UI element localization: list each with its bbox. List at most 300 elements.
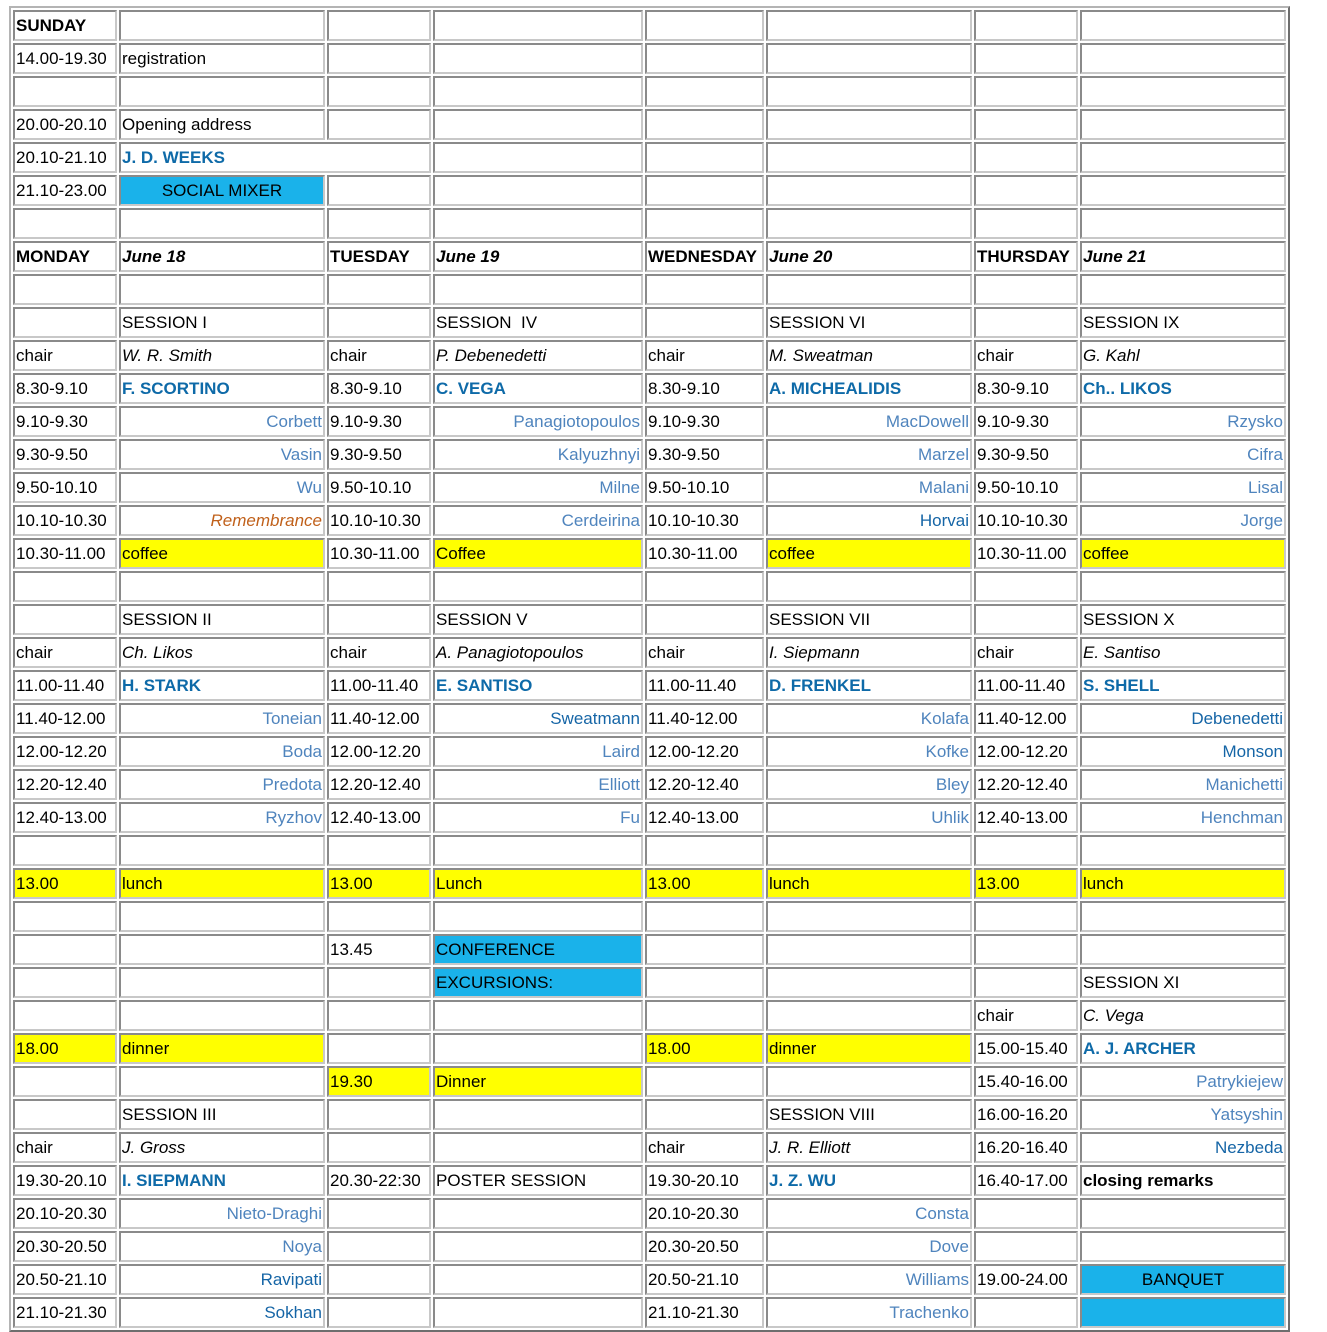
empty-cell — [645, 76, 764, 107]
time-cell: 13.45 — [327, 934, 431, 965]
time-cell: 11.00-11.40 — [974, 670, 1078, 701]
empty-cell — [974, 142, 1078, 173]
empty-cell — [327, 604, 431, 635]
chair-label: chair — [974, 340, 1078, 371]
day-label-monday: MONDAY — [13, 241, 117, 272]
speaker-cell: E. SANTISO — [433, 670, 643, 701]
empty-cell — [433, 142, 643, 173]
speaker-cell: Wu — [119, 472, 325, 503]
speaker-cell: J. Z. WU — [766, 1165, 972, 1196]
chair-row — [13, 1000, 1286, 1031]
empty-cell — [1080, 274, 1286, 305]
chair-row — [13, 340, 1286, 371]
empty-cell — [974, 1198, 1078, 1229]
speaker-cell: Kalyuzhnyi — [433, 439, 643, 470]
time-cell: 9.10-9.30 — [645, 406, 764, 437]
speaker-cell: Nieto-Draghi — [119, 1198, 325, 1229]
speaker-cell: Laird — [433, 736, 643, 767]
speaker-cell: Milne — [433, 472, 643, 503]
empty-cell — [13, 1099, 117, 1130]
speaker-cell: Elliott — [433, 769, 643, 800]
time-cell: 13.00 — [13, 868, 117, 899]
chair-label: chair — [13, 637, 117, 668]
empty-cell — [433, 835, 643, 866]
time-cell: 12.40-13.00 — [327, 802, 431, 833]
empty-cell — [974, 835, 1078, 866]
sunday-header-row — [13, 10, 1286, 41]
table-row — [13, 1099, 1286, 1130]
chair-name: J. R. Elliott — [766, 1132, 972, 1163]
speaker-cell: Yatsyshin — [1080, 1099, 1286, 1130]
day-label-tuesday: TUESDAY — [327, 241, 431, 272]
chair-name: G. Kahl — [1080, 340, 1286, 371]
empty-cell — [119, 934, 325, 965]
empty-cell — [645, 934, 764, 965]
session-title: SESSION IX — [1080, 307, 1286, 338]
speaker-cell: Patrykiejew — [1080, 1066, 1286, 1097]
empty-cell — [645, 43, 764, 74]
speaker-cell: Dove — [766, 1231, 972, 1262]
time-cell: 12.00-12.20 — [327, 736, 431, 767]
time-cell: 9.30-9.50 — [645, 439, 764, 470]
empty-cell — [119, 10, 325, 41]
time-cell: 9.50-10.10 — [327, 472, 431, 503]
speaker-cell: Marzel — [766, 439, 972, 470]
coffee-row — [13, 538, 1286, 569]
empty-cell — [1080, 571, 1286, 602]
time-cell: 9.10-9.30 — [327, 406, 431, 437]
session-title-row — [13, 307, 1286, 338]
speaker-cell: Cifra — [1080, 439, 1286, 470]
chair-name: I. Siepmann — [766, 637, 972, 668]
empty-cell — [974, 208, 1078, 239]
empty-cell — [433, 571, 643, 602]
day-label-wednesday: WEDNESDAY — [645, 241, 764, 272]
date-label-wednesday: June 20 — [766, 241, 972, 272]
empty-cell — [766, 76, 972, 107]
empty-cell — [974, 76, 1078, 107]
speaker-cell: A. MICHEALIDIS — [766, 373, 972, 404]
empty-cell — [327, 1099, 431, 1130]
empty-cell — [1080, 142, 1286, 173]
time-cell: 18.00 — [13, 1033, 117, 1064]
empty-cell — [766, 142, 972, 173]
time-cell: 20.10-20.30 — [13, 1198, 117, 1229]
time-cell: 19.00-24.00 — [974, 1264, 1078, 1295]
speaker-cell: Panagiotopoulos — [433, 406, 643, 437]
time-cell: 14.00-19.30 — [13, 43, 117, 74]
speaker-cell: Rzysko — [1080, 406, 1286, 437]
empty-cell — [766, 109, 972, 140]
time-cell: 16.20-16.40 — [974, 1132, 1078, 1163]
empty-cell — [433, 1297, 643, 1328]
speaker-cell: Ravipati — [119, 1264, 325, 1295]
empty-cell — [119, 1000, 325, 1031]
empty-cell — [327, 109, 431, 140]
empty-cell — [13, 76, 117, 107]
empty-cell — [119, 76, 325, 107]
table-row — [13, 109, 1286, 140]
spacer-row — [13, 835, 1286, 866]
time-cell: 20.30-22:30 — [327, 1165, 431, 1196]
table-row — [13, 43, 1286, 74]
empty-cell — [13, 835, 117, 866]
time-cell: 11.40-12.00 — [13, 703, 117, 734]
coffee-cell: coffee — [766, 538, 972, 569]
time-cell: 12.20-12.40 — [645, 769, 764, 800]
empty-cell — [13, 967, 117, 998]
empty-cell — [119, 274, 325, 305]
table-row — [13, 1033, 1286, 1064]
day-label-sunday: SUNDAY — [13, 10, 117, 41]
poster-session-cell: POSTER SESSION — [433, 1165, 643, 1196]
empty-cell — [1080, 835, 1286, 866]
empty-cell — [645, 307, 764, 338]
time-cell: 12.20-12.40 — [327, 769, 431, 800]
table-row — [13, 769, 1286, 800]
chair-row — [13, 637, 1286, 668]
time-cell: 20.00-20.10 — [13, 109, 117, 140]
empty-cell — [645, 1066, 764, 1097]
empty-cell — [974, 901, 1078, 932]
speaker-cell: Ch.. LIKOS — [1080, 373, 1286, 404]
session-title: SESSION V — [433, 604, 643, 635]
empty-cell — [645, 835, 764, 866]
empty-cell — [433, 43, 643, 74]
empty-cell — [13, 604, 117, 635]
time-cell: 9.30-9.50 — [327, 439, 431, 470]
empty-cell — [645, 604, 764, 635]
empty-cell — [119, 571, 325, 602]
empty-cell — [1080, 175, 1286, 206]
chair-label: chair — [974, 1000, 1078, 1031]
time-cell: 12.00-12.20 — [645, 736, 764, 767]
table-row — [13, 472, 1286, 503]
empty-cell — [766, 934, 972, 965]
empty-cell — [433, 175, 643, 206]
speaker-cell: S. SHELL — [1080, 670, 1286, 701]
time-cell: 10.10-10.30 — [645, 505, 764, 536]
time-cell: 16.00-16.20 — [974, 1099, 1078, 1130]
session-title: SESSION I — [119, 307, 325, 338]
empty-cell — [1080, 43, 1286, 74]
table-row — [13, 1132, 1286, 1163]
time-cell: 21.10-21.30 — [645, 1297, 764, 1328]
speaker-cell: Trachenko — [766, 1297, 972, 1328]
empty-cell — [119, 967, 325, 998]
time-cell: 9.10-9.30 — [974, 406, 1078, 437]
time-cell: 16.40-17.00 — [974, 1165, 1078, 1196]
dinner-cell: Dinner — [433, 1066, 643, 1097]
empty-cell — [327, 1000, 431, 1031]
event-cell: registration — [119, 43, 325, 74]
empty-cell — [327, 1297, 431, 1328]
time-cell: 8.30-9.10 — [974, 373, 1078, 404]
dinner-cell: dinner — [119, 1033, 325, 1064]
empty-cell — [13, 571, 117, 602]
time-cell: 13.00 — [327, 868, 431, 899]
table-row — [13, 967, 1286, 998]
speaker-cell: Cerdeirina — [433, 505, 643, 536]
time-cell: 12.40-13.00 — [13, 802, 117, 833]
empty-cell — [433, 274, 643, 305]
chair-name: E. Santiso — [1080, 637, 1286, 668]
speaker-cell: Consta — [766, 1198, 972, 1229]
weekday-header-row — [13, 241, 1286, 272]
empty-cell — [119, 1066, 325, 1097]
chair-label: chair — [327, 637, 431, 668]
empty-cell — [433, 901, 643, 932]
table-row — [13, 1297, 1286, 1328]
time-cell: 11.40-12.00 — [327, 703, 431, 734]
empty-cell — [645, 208, 764, 239]
table-row — [13, 142, 1286, 173]
table-row — [13, 406, 1286, 437]
speaker-cell: Henchman — [1080, 802, 1286, 833]
table-row — [13, 505, 1286, 536]
chair-name: A. Panagiotopoulos — [433, 637, 643, 668]
empty-cell — [433, 109, 643, 140]
table-row — [13, 175, 1286, 206]
chair-name: W. R. Smith — [119, 340, 325, 371]
table-row — [13, 373, 1286, 404]
empty-cell — [974, 307, 1078, 338]
time-cell: 9.30-9.50 — [13, 439, 117, 470]
time-cell: 11.00-11.40 — [645, 670, 764, 701]
speaker-cell: F. SCORTINO — [119, 373, 325, 404]
date-label-thursday: June 21 — [1080, 241, 1286, 272]
empty-cell — [327, 175, 431, 206]
speaker-cell: Ryzhov — [119, 802, 325, 833]
empty-cell — [766, 1000, 972, 1031]
empty-cell — [645, 10, 764, 41]
time-cell: 12.40-13.00 — [974, 802, 1078, 833]
session-title: SESSION XI — [1080, 967, 1286, 998]
chair-name: J. Gross — [119, 1132, 325, 1163]
chair-name: Ch. Likos — [119, 637, 325, 668]
speaker-cell: Monson — [1080, 736, 1286, 767]
spacer-row — [13, 76, 1286, 107]
chair-label: chair — [645, 637, 764, 668]
empty-cell — [974, 109, 1078, 140]
speaker-cell: D. FRENKEL — [766, 670, 972, 701]
speaker-cell: Boda — [119, 736, 325, 767]
empty-cell — [327, 10, 431, 41]
empty-cell — [1080, 76, 1286, 107]
empty-cell — [766, 208, 972, 239]
empty-cell — [433, 1198, 643, 1229]
empty-cell — [327, 76, 431, 107]
speaker-cell: Corbett — [119, 406, 325, 437]
time-cell: 11.00-11.40 — [327, 670, 431, 701]
day-label-thursday: THURSDAY — [974, 241, 1078, 272]
table-row — [13, 736, 1286, 767]
speaker-cell: I. SIEPMANN — [119, 1165, 325, 1196]
date-label-monday: June 18 — [119, 241, 325, 272]
speaker-cell: Predota — [119, 769, 325, 800]
empty-cell — [766, 274, 972, 305]
banquet-cell: BANQUET — [1080, 1264, 1286, 1295]
empty-cell — [13, 208, 117, 239]
session-title: SESSION VII — [766, 604, 972, 635]
coffee-cell: coffee — [1080, 538, 1286, 569]
time-cell: 12.00-12.20 — [13, 736, 117, 767]
empty-cell — [766, 1066, 972, 1097]
empty-cell — [433, 1099, 643, 1130]
time-cell: 12.20-12.40 — [974, 769, 1078, 800]
time-cell: 12.00-12.20 — [974, 736, 1078, 767]
speaker-cell: Noya — [119, 1231, 325, 1262]
time-cell: 11.40-12.00 — [974, 703, 1078, 734]
table-row — [13, 703, 1286, 734]
empty-cell — [974, 10, 1078, 41]
table-row — [13, 934, 1286, 965]
empty-cell — [1080, 934, 1286, 965]
coffee-cell: coffee — [119, 538, 325, 569]
speaker-cell: Malani — [766, 472, 972, 503]
empty-cell — [119, 208, 325, 239]
time-cell: 10.10-10.30 — [974, 505, 1078, 536]
time-cell: 10.30-11.00 — [327, 538, 431, 569]
empty-cell — [974, 571, 1078, 602]
speaker-cell: Nezbeda — [1080, 1132, 1286, 1163]
empty-cell — [13, 901, 117, 932]
table-row — [13, 1231, 1286, 1262]
speaker-cell: Lisal — [1080, 472, 1286, 503]
chair-label: chair — [645, 1132, 764, 1163]
spacer-row — [13, 901, 1286, 932]
empty-cell — [327, 1132, 431, 1163]
lunch-cell: lunch — [1080, 868, 1286, 899]
session-title: SESSION VIII — [766, 1099, 972, 1130]
chair-name: P. Debenedetti — [433, 340, 643, 371]
speaker-cell: Toneian — [119, 703, 325, 734]
excursion-cell: CONFERENCE — [433, 934, 643, 965]
empty-cell — [974, 604, 1078, 635]
time-cell: 20.10-21.10 — [13, 142, 117, 173]
empty-cell — [974, 1231, 1078, 1262]
session-title: SESSION IV — [433, 307, 643, 338]
empty-cell — [327, 901, 431, 932]
time-cell: 20.50-21.10 — [645, 1264, 764, 1295]
time-cell: 10.30-11.00 — [974, 538, 1078, 569]
empty-cell — [327, 307, 431, 338]
time-cell: 12.40-13.00 — [645, 802, 764, 833]
time-cell: 15.00-15.40 — [974, 1033, 1078, 1064]
empty-cell — [1080, 901, 1286, 932]
closing-remarks-cell: closing remarks — [1080, 1165, 1286, 1196]
empty-cell — [974, 175, 1078, 206]
speaker-cell: A. J. ARCHER — [1080, 1033, 1286, 1064]
empty-cell — [13, 934, 117, 965]
empty-cell — [766, 175, 972, 206]
empty-cell — [974, 967, 1078, 998]
empty-cell — [433, 1132, 643, 1163]
time-cell: 20.30-20.50 — [13, 1231, 117, 1262]
remembrance-cell: Remembrance — [119, 505, 325, 536]
empty-cell — [645, 1000, 764, 1031]
empty-cell — [974, 934, 1078, 965]
speaker-cell: Williams — [766, 1264, 972, 1295]
lunch-row — [13, 868, 1286, 899]
empty-cell — [433, 1000, 643, 1031]
empty-cell — [645, 1099, 764, 1130]
empty-cell — [645, 901, 764, 932]
empty-cell — [327, 1264, 431, 1295]
time-cell: 9.50-10.10 — [645, 472, 764, 503]
speaker-cell: C. VEGA — [433, 373, 643, 404]
session-title: SESSION VI — [766, 307, 972, 338]
time-cell: 10.10-10.30 — [13, 505, 117, 536]
empty-cell — [645, 571, 764, 602]
time-cell: 9.50-10.10 — [974, 472, 1078, 503]
time-cell: 9.50-10.10 — [13, 472, 117, 503]
time-cell: 19.30 — [327, 1066, 431, 1097]
time-cell: 19.30-20.10 — [13, 1165, 117, 1196]
empty-cell — [433, 10, 643, 41]
speaker-cell: Bley — [766, 769, 972, 800]
time-cell: 20.10-20.30 — [645, 1198, 764, 1229]
empty-cell — [1080, 1231, 1286, 1262]
session-title: SESSION II — [119, 604, 325, 635]
empty-cell — [974, 1297, 1078, 1328]
time-cell: 10.10-10.30 — [327, 505, 431, 536]
date-label-tuesday: June 19 — [433, 241, 643, 272]
empty-cell — [645, 967, 764, 998]
table-row — [13, 1165, 1286, 1196]
coffee-cell: Coffee — [433, 538, 643, 569]
empty-cell — [327, 274, 431, 305]
chair-label: chair — [974, 637, 1078, 668]
empty-cell — [433, 208, 643, 239]
speaker-cell: Fu — [433, 802, 643, 833]
empty-cell — [766, 835, 972, 866]
speaker-cell: Horvai — [766, 505, 972, 536]
speaker-cell: Vasin — [119, 439, 325, 470]
empty-cell — [974, 274, 1078, 305]
time-cell: 21.10-23.00 — [13, 175, 117, 206]
chair-name: C. Vega — [1080, 1000, 1286, 1031]
table-row — [13, 1264, 1286, 1295]
time-cell: 8.30-9.10 — [13, 373, 117, 404]
time-cell: 9.30-9.50 — [974, 439, 1078, 470]
empty-cell — [645, 274, 764, 305]
empty-cell — [119, 835, 325, 866]
time-cell: 15.40-16.00 — [974, 1066, 1078, 1097]
empty-cell — [645, 142, 764, 173]
empty-cell — [119, 901, 325, 932]
chair-label: chair — [13, 340, 117, 371]
time-cell: 18.00 — [645, 1033, 764, 1064]
empty-cell — [327, 967, 431, 998]
table-row — [13, 802, 1286, 833]
speaker-cell: J. D. WEEKS — [119, 142, 431, 173]
time-cell: 9.10-9.30 — [13, 406, 117, 437]
time-cell: 20.50-21.10 — [13, 1264, 117, 1295]
chair-label: chair — [327, 340, 431, 371]
empty-cell — [766, 967, 972, 998]
empty-cell — [645, 109, 764, 140]
lunch-cell: Lunch — [433, 868, 643, 899]
empty-cell — [433, 1033, 643, 1064]
session-title-row — [13, 604, 1286, 635]
time-cell: 13.00 — [645, 868, 764, 899]
speaker-cell: Uhlik — [766, 802, 972, 833]
empty-cell — [13, 1066, 117, 1097]
time-cell: 19.30-20.10 — [645, 1165, 764, 1196]
time-cell: 8.30-9.10 — [327, 373, 431, 404]
empty-cell — [327, 1033, 431, 1064]
